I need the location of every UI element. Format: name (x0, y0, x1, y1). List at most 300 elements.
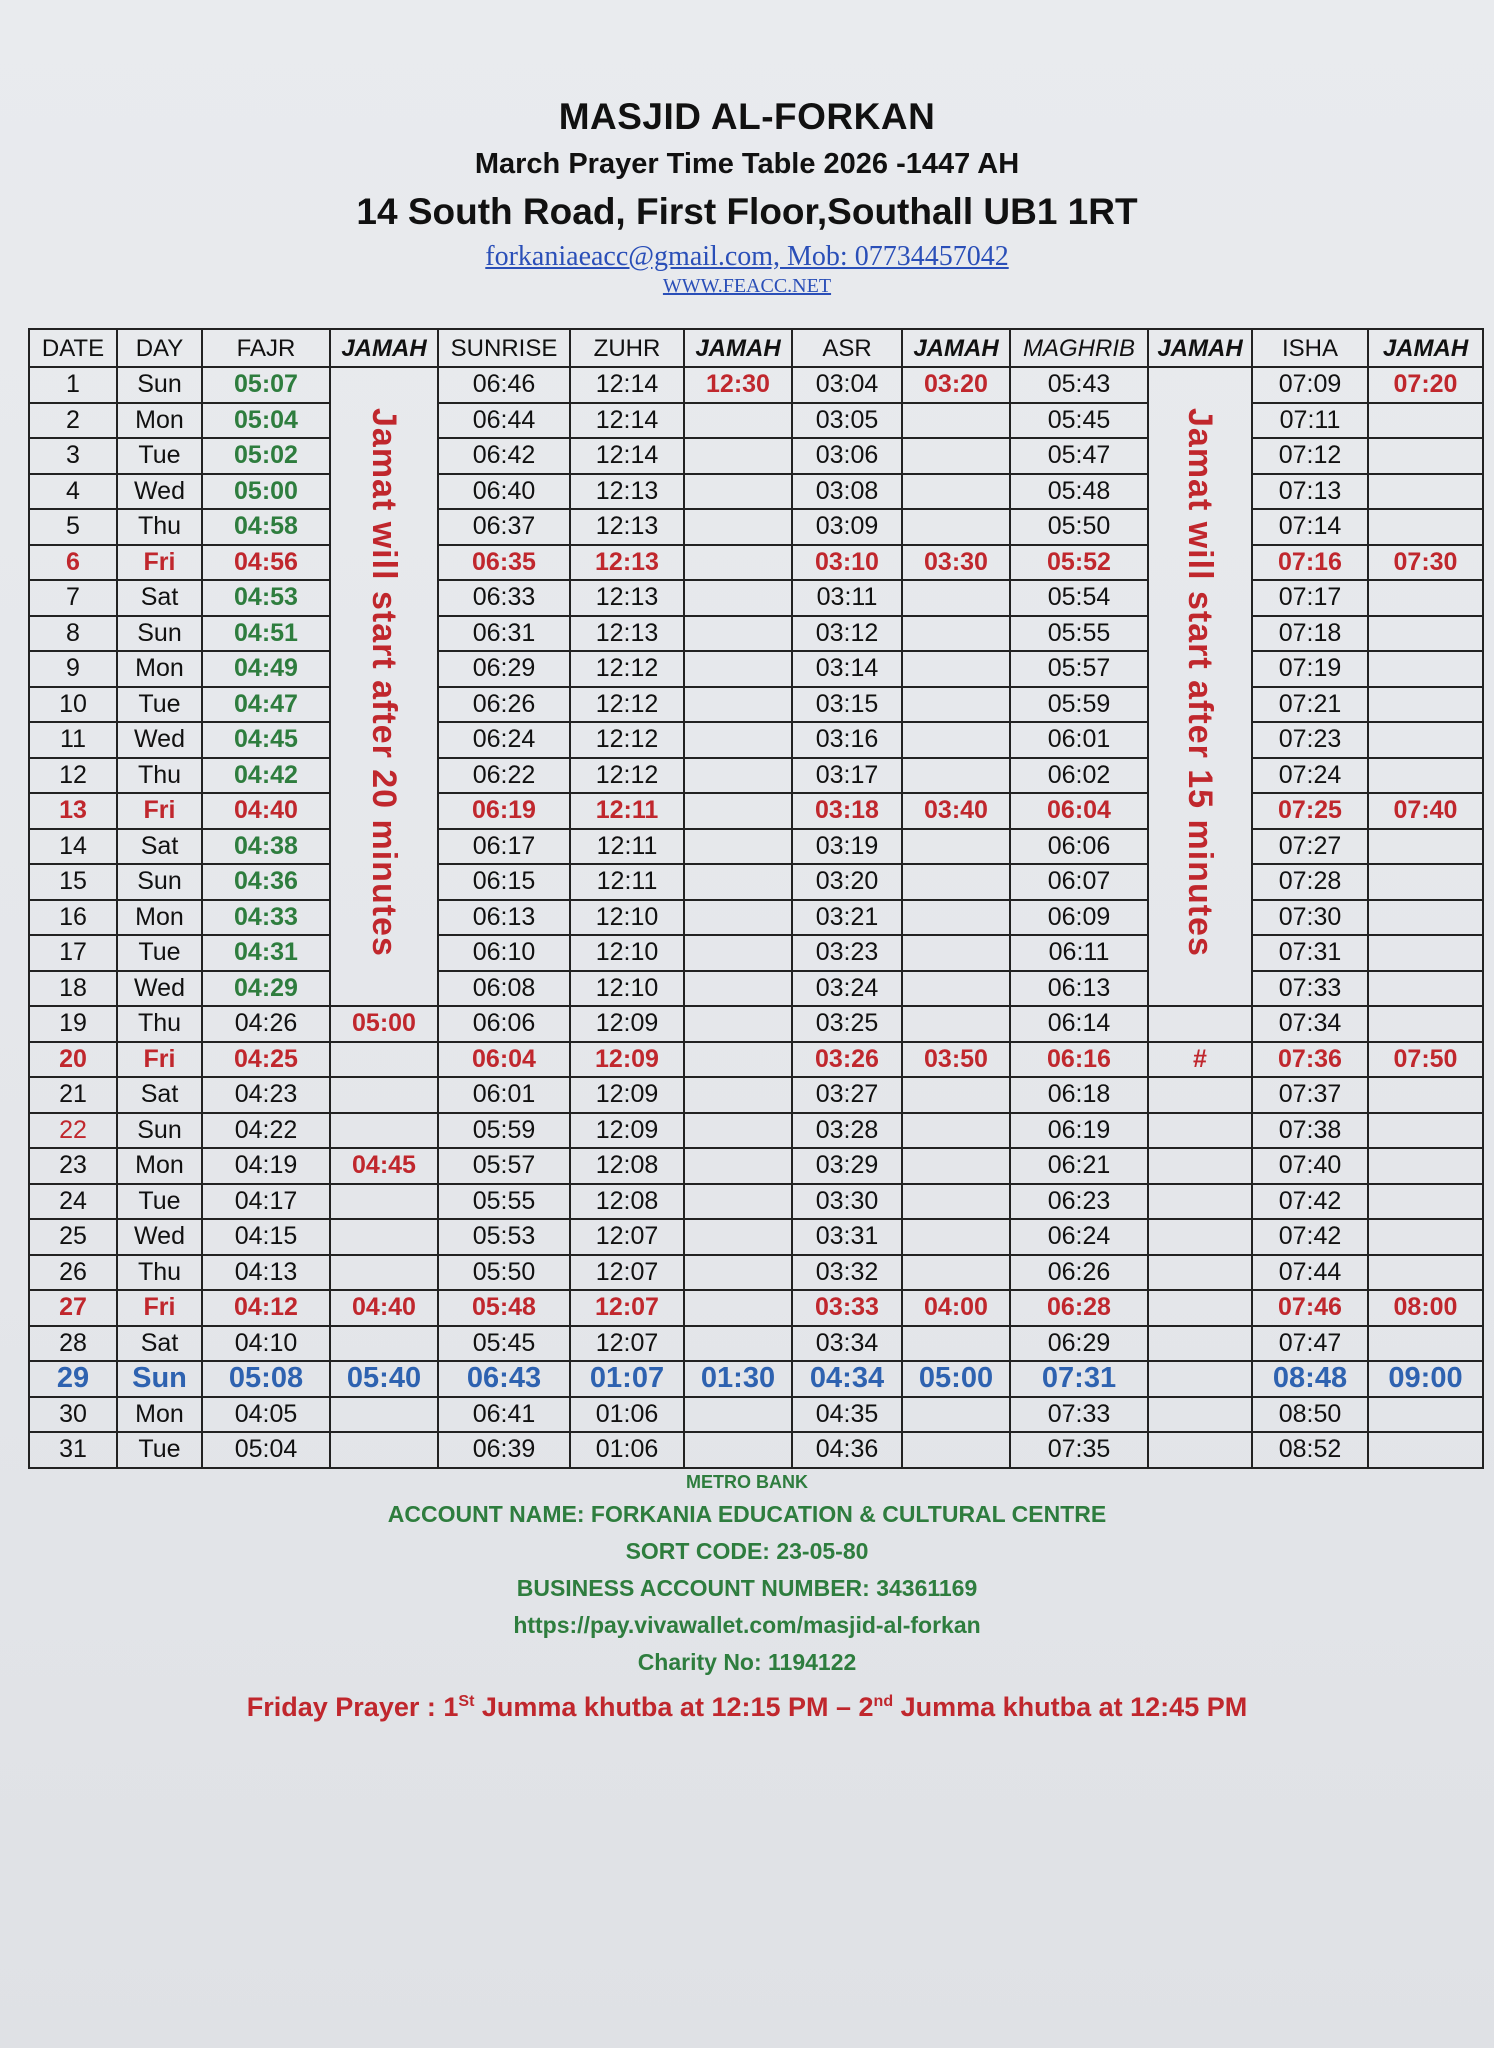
cell-fajr: 04:26 (202, 1006, 330, 1042)
cell-fajr: 04:56 (202, 545, 330, 581)
table-row (29, 1361, 1483, 1397)
cell-asr-jamah (902, 722, 1010, 758)
cell-asr: 03:28 (792, 1113, 902, 1149)
table-row (29, 971, 1483, 1007)
cell-isha: 07:37 (1252, 1077, 1368, 1113)
cell-zuhr-jamah (684, 651, 792, 687)
cell-sunrise: 05:59 (438, 1113, 570, 1149)
cell-sunrise: 05:50 (438, 1255, 570, 1291)
cell-isha: 07:16 (1252, 545, 1368, 581)
cell-zuhr-jamah (684, 616, 792, 652)
table-row (29, 1006, 1483, 1042)
cell-zuhr-jamah (684, 1113, 792, 1149)
cell-sunrise: 06:46 (438, 367, 570, 403)
cell-day: Sun (117, 616, 202, 652)
cell-sunrise: 05:57 (438, 1148, 570, 1184)
cell-isha-jamah (1368, 616, 1483, 652)
cell-isha: 07:18 (1252, 616, 1368, 652)
cell-maghrib-jamah (1148, 1290, 1252, 1326)
cell-sunrise: 06:08 (438, 971, 570, 1007)
cell-zuhr: 12:10 (570, 971, 684, 1007)
cell-asr-jamah (902, 509, 1010, 545)
cell-maghrib: 05:43 (1010, 367, 1148, 403)
cell-maghrib-jamah (1148, 1326, 1252, 1362)
cell-sunrise: 06:40 (438, 474, 570, 510)
cell-isha: 07:09 (1252, 367, 1368, 403)
cell-fajr: 04:25 (202, 1042, 330, 1078)
cell-fajr: 04:36 (202, 864, 330, 900)
cell-day: Mon (117, 900, 202, 936)
cell-zuhr-jamah: 01:30 (684, 1361, 792, 1397)
cell-date: 13 (29, 793, 117, 829)
cell-maghrib: 05:45 (1010, 403, 1148, 439)
cell-day: Tue (117, 1432, 202, 1468)
cell-asr: 03:04 (792, 367, 902, 403)
cell-zuhr-jamah (684, 438, 792, 474)
cell-date: 19 (29, 1006, 117, 1042)
cell-isha: 07:23 (1252, 722, 1368, 758)
cell-zuhr-jamah (684, 1290, 792, 1326)
cell-maghrib: 05:55 (1010, 616, 1148, 652)
website-link[interactable]: WWW.FEACC.NET (662, 275, 832, 297)
cell-day: Wed (117, 722, 202, 758)
cell-isha: 07:24 (1252, 758, 1368, 794)
cell-asr: 03:34 (792, 1326, 902, 1362)
cell-isha: 07:42 (1252, 1184, 1368, 1220)
friday-sup-1: St (458, 1693, 475, 1710)
col-fajr: FAJR (202, 329, 330, 367)
cell-isha: 07:21 (1252, 687, 1368, 723)
cell-day: Fri (117, 1042, 202, 1078)
cell-isha-jamah: 09:00 (1368, 1361, 1483, 1397)
cell-isha-jamah: 07:50 (1368, 1042, 1483, 1078)
bank-name: METRO BANK (686, 1472, 808, 1492)
cell-sunrise: 06:19 (438, 793, 570, 829)
cell-isha: 07:27 (1252, 829, 1368, 865)
cell-zuhr-jamah (684, 1432, 792, 1468)
cell-asr: 03:09 (792, 509, 902, 545)
cell-isha-jamah (1368, 971, 1483, 1007)
cell-zuhr-jamah (684, 1184, 792, 1220)
cell-isha: 08:50 (1252, 1397, 1368, 1433)
cell-zuhr: 12:09 (570, 1077, 684, 1113)
cell-day: Mon (117, 1148, 202, 1184)
cell-sunrise: 06:13 (438, 900, 570, 936)
cell-asr-jamah (902, 1397, 1010, 1433)
cell-isha-jamah (1368, 722, 1483, 758)
cell-asr: 03:17 (792, 758, 902, 794)
cell-isha-jamah (1368, 687, 1483, 723)
cell-fajr: 04:10 (202, 1326, 330, 1362)
cell-asr: 03:11 (792, 580, 902, 616)
cell-asr-jamah (902, 971, 1010, 1007)
cell-day: Sat (117, 829, 202, 865)
table-row (29, 1148, 1483, 1184)
cell-asr-jamah (902, 474, 1010, 510)
cell-zuhr: 12:13 (570, 474, 684, 510)
cell-isha-jamah (1368, 1397, 1483, 1433)
cell-maghrib: 05:47 (1010, 438, 1148, 474)
cell-date: 20 (29, 1042, 117, 1078)
cell-asr: 03:25 (792, 1006, 902, 1042)
cell-asr-jamah (902, 900, 1010, 936)
cell-date: 25 (29, 1219, 117, 1255)
cell-date: 30 (29, 1397, 117, 1433)
col-isha-jamah: JAMAH (1368, 329, 1483, 367)
header (0, 96, 1494, 298)
cell-sunrise: 06:42 (438, 438, 570, 474)
cell-zuhr-jamah (684, 935, 792, 971)
cell-zuhr-jamah (684, 722, 792, 758)
cell-maghrib: 05:59 (1010, 687, 1148, 723)
footer (0, 1472, 1494, 1723)
cell-fajr: 05:04 (202, 403, 330, 439)
cell-zuhr-jamah (684, 1219, 792, 1255)
cell-maghrib: 06:19 (1010, 1113, 1148, 1149)
cell-maghrib: 06:29 (1010, 1326, 1148, 1362)
cell-maghrib: 05:54 (1010, 580, 1148, 616)
friday-prefix: Friday Prayer : 1 (246, 1692, 459, 1722)
cell-isha: 08:52 (1252, 1432, 1368, 1468)
cell-asr: 03:08 (792, 474, 902, 510)
cell-fajr: 04:22 (202, 1113, 330, 1149)
cell-date: 21 (29, 1077, 117, 1113)
cell-date: 23 (29, 1148, 117, 1184)
cell-zuhr: 12:11 (570, 793, 684, 829)
table-row (29, 403, 1483, 439)
fajr-jamah-note-cell (330, 367, 438, 1006)
table-row (29, 367, 1483, 403)
cell-isha-jamah (1368, 864, 1483, 900)
cell-day: Mon (117, 651, 202, 687)
cell-zuhr: 12:07 (570, 1326, 684, 1362)
cell-isha: 07:40 (1252, 1148, 1368, 1184)
cell-zuhr-jamah (684, 474, 792, 510)
cell-date: 15 (29, 864, 117, 900)
cell-zuhr-jamah (684, 793, 792, 829)
cell-isha-jamah (1368, 1219, 1483, 1255)
cell-zuhr-jamah (684, 1006, 792, 1042)
table-row (29, 1219, 1483, 1255)
cell-zuhr: 12:12 (570, 722, 684, 758)
cell-isha: 07:25 (1252, 793, 1368, 829)
cell-day: Wed (117, 1219, 202, 1255)
cell-day: Sat (117, 1326, 202, 1362)
cell-isha-jamah (1368, 474, 1483, 510)
address: 14 South Road, First Floor,Southall UB1 1RT (356, 191, 1138, 232)
cell-sunrise: 06:43 (438, 1361, 570, 1397)
cell-maghrib-jamah (1148, 1077, 1252, 1113)
cell-day: Thu (117, 1006, 202, 1042)
cell-sunrise: 05:55 (438, 1184, 570, 1220)
cell-day: Fri (117, 1290, 202, 1326)
cell-asr-jamah (902, 829, 1010, 865)
cell-isha-jamah (1368, 509, 1483, 545)
cell-day: Wed (117, 474, 202, 510)
cell-zuhr: 12:14 (570, 367, 684, 403)
cell-maghrib: 07:33 (1010, 1397, 1148, 1433)
cell-date: 27 (29, 1290, 117, 1326)
cell-isha-jamah (1368, 758, 1483, 794)
cell-isha: 07:12 (1252, 438, 1368, 474)
cell-day: Tue (117, 438, 202, 474)
cell-asr-jamah (902, 403, 1010, 439)
cell-maghrib-jamah: # (1148, 1042, 1252, 1078)
cell-day: Wed (117, 971, 202, 1007)
cell-asr-jamah (902, 651, 1010, 687)
table-row (29, 616, 1483, 652)
col-zuhr: ZUHR (570, 329, 684, 367)
cell-fajr: 04:40 (202, 793, 330, 829)
cell-zuhr: 12:13 (570, 616, 684, 652)
cell-maghrib: 05:48 (1010, 474, 1148, 510)
cell-zuhr: 12:08 (570, 1184, 684, 1220)
cell-isha: 07:31 (1252, 935, 1368, 971)
table-row (29, 1397, 1483, 1433)
cell-fajr: 04:33 (202, 900, 330, 936)
cell-asr: 04:34 (792, 1361, 902, 1397)
table-row (29, 1326, 1483, 1362)
cell-day: Sat (117, 1077, 202, 1113)
table-row (29, 758, 1483, 794)
cell-day: Thu (117, 758, 202, 794)
cell-day: Sun (117, 1113, 202, 1149)
timetable-body (29, 367, 1483, 1468)
cell-asr: 04:35 (792, 1397, 902, 1433)
cell-isha-jamah: 07:40 (1368, 793, 1483, 829)
col-isha: ISHA (1252, 329, 1368, 367)
cell-asr-jamah: 03:20 (902, 367, 1010, 403)
cell-fajr: 04:49 (202, 651, 330, 687)
cell-sunrise: 06:33 (438, 580, 570, 616)
cell-sunrise: 06:31 (438, 616, 570, 652)
cell-asr-jamah (902, 1326, 1010, 1362)
cell-zuhr: 12:13 (570, 580, 684, 616)
cell-asr: 04:36 (792, 1432, 902, 1468)
cell-asr: 03:15 (792, 687, 902, 723)
cell-fajr: 04:58 (202, 509, 330, 545)
contact-line[interactable]: forkaniaeacc@gmail.com, Mob: 07734457042 (485, 241, 1009, 272)
cell-maghrib-jamah (1148, 1397, 1252, 1433)
cell-isha-jamah (1368, 651, 1483, 687)
cell-isha: 07:13 (1252, 474, 1368, 510)
cell-zuhr: 12:10 (570, 935, 684, 971)
cell-asr: 03:23 (792, 935, 902, 971)
table-row (29, 545, 1483, 581)
cell-maghrib: 06:09 (1010, 900, 1148, 936)
cell-fajr-jamah (330, 1255, 438, 1291)
col-day: DAY (117, 329, 202, 367)
cell-day: Sat (117, 580, 202, 616)
cell-asr-jamah (902, 864, 1010, 900)
cell-zuhr: 01:07 (570, 1361, 684, 1397)
table-row (29, 793, 1483, 829)
cell-date: 10 (29, 687, 117, 723)
cell-isha: 07:38 (1252, 1113, 1368, 1149)
account-name: ACCOUNT NAME: FORKANIA EDUCATION & CULTURAL CENTRE (387, 1501, 1107, 1527)
account-number: BUSINESS ACCOUNT NUMBER: 34361169 (516, 1575, 978, 1601)
cell-fajr: 04:31 (202, 935, 330, 971)
cell-fajr: 04:23 (202, 1077, 330, 1113)
cell-sunrise: 06:01 (438, 1077, 570, 1113)
cell-fajr-jamah (330, 1077, 438, 1113)
cell-zuhr: 12:11 (570, 829, 684, 865)
cell-sunrise: 06:29 (438, 651, 570, 687)
table-row (29, 474, 1483, 510)
cell-isha-jamah (1368, 1432, 1483, 1468)
cell-date: 14 (29, 829, 117, 865)
cell-isha: 07:46 (1252, 1290, 1368, 1326)
cell-maghrib: 06:23 (1010, 1184, 1148, 1220)
cell-fajr: 04:51 (202, 616, 330, 652)
cell-day: Thu (117, 1255, 202, 1291)
table-row (29, 1077, 1483, 1113)
cell-date: 2 (29, 403, 117, 439)
cell-asr: 03:06 (792, 438, 902, 474)
cell-sunrise: 05:48 (438, 1290, 570, 1326)
cell-date: 22 (29, 1113, 117, 1149)
cell-sunrise: 06:24 (438, 722, 570, 758)
cell-zuhr-jamah (684, 580, 792, 616)
cell-isha-jamah: 07:20 (1368, 367, 1483, 403)
cell-fajr-jamah (330, 1397, 438, 1433)
cell-maghrib-jamah (1148, 1361, 1252, 1397)
cell-fajr: 04:13 (202, 1255, 330, 1291)
cell-asr-jamah: 03:40 (902, 793, 1010, 829)
cell-asr: 03:26 (792, 1042, 902, 1078)
friday-mid: Jumma khutba at 12:15 PM – 2 (474, 1692, 874, 1722)
cell-asr: 03:20 (792, 864, 902, 900)
cell-date: 24 (29, 1184, 117, 1220)
prayer-timetable (28, 328, 1484, 1469)
cell-maghrib: 05:50 (1010, 509, 1148, 545)
cell-fajr: 04:47 (202, 687, 330, 723)
cell-isha-jamah (1368, 438, 1483, 474)
cell-isha: 07:28 (1252, 864, 1368, 900)
cell-date: 12 (29, 758, 117, 794)
table-row (29, 509, 1483, 545)
cell-zuhr-jamah (684, 971, 792, 1007)
mosque-name: MASJID AL-FORKAN (558, 96, 936, 137)
cell-maghrib-jamah (1148, 1113, 1252, 1149)
payment-link[interactable]: https://pay.vivawallet.com/masjid-al-forkan (513, 1612, 981, 1638)
cell-zuhr: 12:14 (570, 403, 684, 439)
cell-isha: 07:33 (1252, 971, 1368, 1007)
cell-asr-jamah: 04:00 (902, 1290, 1010, 1326)
col-sunrise: SUNRISE (438, 329, 570, 367)
cell-asr: 03:14 (792, 651, 902, 687)
cell-zuhr-jamah: 12:30 (684, 367, 792, 403)
cell-isha: 07:47 (1252, 1326, 1368, 1362)
cell-zuhr: 12:11 (570, 864, 684, 900)
cell-fajr: 04:29 (202, 971, 330, 1007)
cell-zuhr-jamah (684, 509, 792, 545)
table-row (29, 1042, 1483, 1078)
cell-asr: 03:10 (792, 545, 902, 581)
cell-maghrib-jamah (1148, 1255, 1252, 1291)
cell-fajr-jamah (330, 1219, 438, 1255)
cell-day: Sun (117, 1361, 202, 1397)
cell-date: 1 (29, 367, 117, 403)
cell-isha: 07:30 (1252, 900, 1368, 936)
cell-isha-jamah (1368, 1255, 1483, 1291)
cell-isha: 07:11 (1252, 403, 1368, 439)
cell-day: Mon (117, 1397, 202, 1433)
cell-fajr-jamah: 05:40 (330, 1361, 438, 1397)
cell-asr-jamah: 03:30 (902, 545, 1010, 581)
cell-maghrib: 06:04 (1010, 793, 1148, 829)
table-row (29, 900, 1483, 936)
cell-asr-jamah (902, 1255, 1010, 1291)
cell-fajr-jamah (330, 1042, 438, 1078)
cell-fajr-jamah (330, 1113, 438, 1149)
cell-isha-jamah: 07:30 (1368, 545, 1483, 581)
cell-date: 18 (29, 971, 117, 1007)
cell-fajr-jamah (330, 1184, 438, 1220)
cell-asr: 03:29 (792, 1148, 902, 1184)
cell-isha: 07:14 (1252, 509, 1368, 545)
cell-day: Thu (117, 509, 202, 545)
cell-asr-jamah (902, 1113, 1010, 1149)
cell-maghrib: 05:57 (1010, 651, 1148, 687)
cell-sunrise: 06:44 (438, 403, 570, 439)
col-asr-jamah: JAMAH (902, 329, 1010, 367)
cell-maghrib-jamah (1148, 1148, 1252, 1184)
cell-maghrib: 06:01 (1010, 722, 1148, 758)
cell-zuhr: 12:12 (570, 651, 684, 687)
cell-date: 29 (29, 1361, 117, 1397)
cell-fajr: 04:15 (202, 1219, 330, 1255)
cell-isha-jamah (1368, 829, 1483, 865)
col-asr: ASR (792, 329, 902, 367)
cell-maghrib: 06:06 (1010, 829, 1148, 865)
cell-date: 9 (29, 651, 117, 687)
cell-zuhr-jamah (684, 1326, 792, 1362)
cell-date: 5 (29, 509, 117, 545)
cell-isha-jamah (1368, 580, 1483, 616)
cell-asr: 03:30 (792, 1184, 902, 1220)
maghrib-jamah-note: Jamat will start after 15 minutes (1181, 407, 1219, 957)
cell-zuhr: 12:12 (570, 758, 684, 794)
cell-fajr: 05:08 (202, 1361, 330, 1397)
cell-asr-jamah (902, 758, 1010, 794)
charity-number: Charity No: 1194122 (637, 1649, 857, 1675)
friday-prayer-note (0, 1692, 1494, 1723)
cell-asr-jamah (902, 438, 1010, 474)
table-header-row (29, 329, 1483, 367)
cell-sunrise: 06:17 (438, 829, 570, 865)
cell-fajr-jamah (330, 1432, 438, 1468)
cell-asr: 03:18 (792, 793, 902, 829)
col-zuhr-jamah: JAMAH (684, 329, 792, 367)
cell-date: 6 (29, 545, 117, 581)
cell-fajr: 04:05 (202, 1397, 330, 1433)
cell-zuhr: 01:06 (570, 1432, 684, 1468)
cell-maghrib: 06:13 (1010, 971, 1148, 1007)
table-row (29, 722, 1483, 758)
cell-zuhr-jamah (684, 1397, 792, 1433)
table-row (29, 1255, 1483, 1291)
cell-fajr-jamah: 04:40 (330, 1290, 438, 1326)
cell-asr: 03:24 (792, 971, 902, 1007)
cell-fajr: 04:38 (202, 829, 330, 865)
cell-sunrise: 06:26 (438, 687, 570, 723)
cell-sunrise: 06:06 (438, 1006, 570, 1042)
cell-day: Sun (117, 367, 202, 403)
cell-fajr: 05:07 (202, 367, 330, 403)
cell-zuhr-jamah (684, 1255, 792, 1291)
cell-fajr-jamah (330, 1326, 438, 1362)
